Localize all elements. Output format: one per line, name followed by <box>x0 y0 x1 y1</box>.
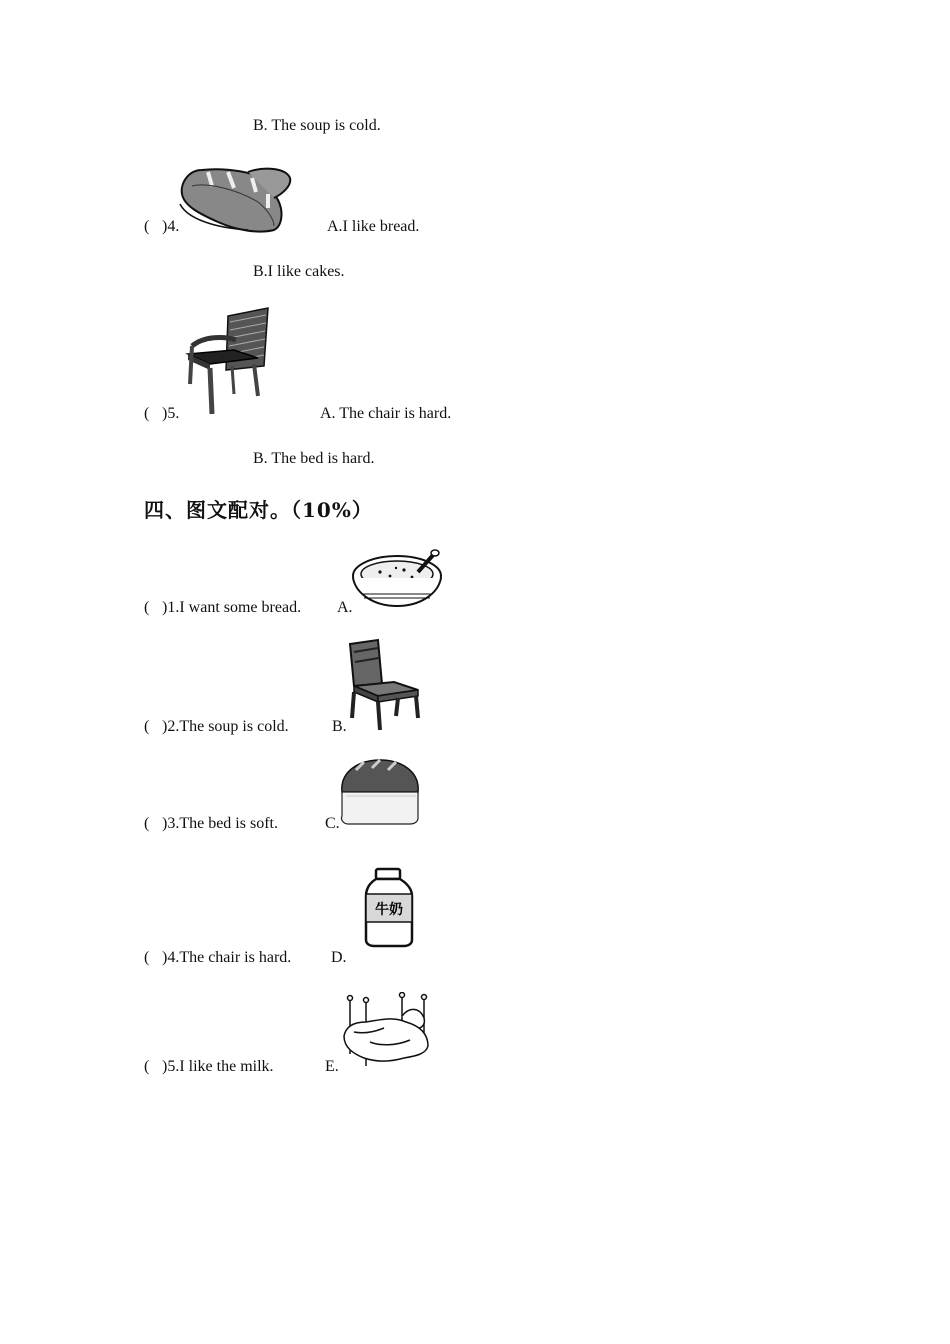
item1-letter: A. <box>337 599 353 616</box>
q5-option-a: A. The chair is hard. <box>320 405 452 422</box>
item2-letter: B. <box>332 718 347 735</box>
item5-bracket: ( <box>144 1058 150 1075</box>
item5-text: )5.I like the milk. <box>162 1058 274 1075</box>
item5-letter: E. <box>325 1058 339 1075</box>
q4-option-a: A.I like bread. <box>327 218 420 235</box>
bread-loaf-icon <box>178 164 294 234</box>
soup-bowl-icon <box>350 546 448 614</box>
item3-letter: C. <box>325 815 340 832</box>
armchair-icon <box>184 306 274 416</box>
item2-text: )2.The soup is cold. <box>162 718 289 735</box>
item4-text: )4.The chair is hard. <box>162 949 292 966</box>
bread-icon <box>338 758 422 828</box>
item1-bracket: ( <box>144 599 150 616</box>
item1-text: )1.I want some bread. <box>162 599 302 616</box>
item4-bracket: ( <box>144 949 150 966</box>
q3-option-b: B. The soup is cold. <box>253 117 381 134</box>
item3-text: )3.The bed is soft. <box>162 815 278 832</box>
item4-letter: D. <box>331 949 347 966</box>
q4-bracket: ( <box>144 218 150 235</box>
q5-option-b: B. The bed is hard. <box>253 450 375 467</box>
q5-bracket: ( <box>144 405 150 422</box>
milk-bottle-icon <box>362 866 416 948</box>
bed-icon <box>340 992 432 1072</box>
item3-bracket: ( <box>144 815 150 832</box>
q4-number: )4. <box>162 218 180 235</box>
q4-option-b: B.I like cakes. <box>253 263 345 280</box>
wooden-chair-icon <box>344 638 424 732</box>
section-heading: 四、图文配对。（10%） <box>144 498 373 522</box>
q5-number: )5. <box>162 405 180 422</box>
item2-bracket: ( <box>144 718 150 735</box>
milk-label: 牛奶 <box>375 902 403 918</box>
